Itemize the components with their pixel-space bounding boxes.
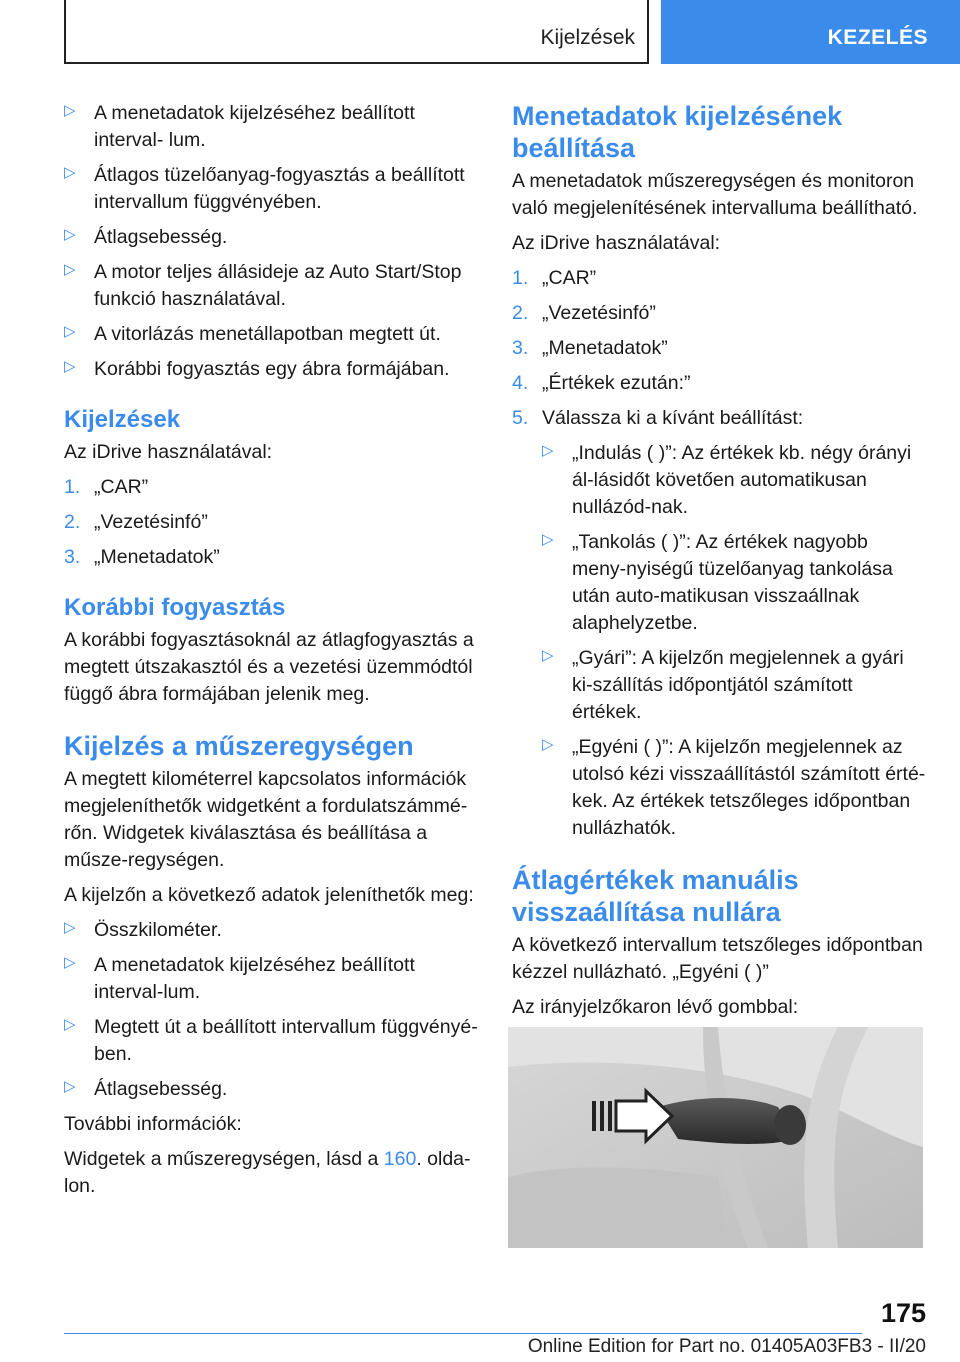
- triangle-bullet-icon: ▷: [542, 736, 554, 753]
- step-number: 1.: [64, 476, 81, 498]
- step-item: [512, 265, 926, 292]
- list-item: [64, 100, 484, 154]
- step-number: 3.: [512, 337, 529, 359]
- list-item-text: Megtett út a beállított intervallum függvényé-ben.: [94, 1016, 478, 1065]
- step-text: Válassza ki a kívánt beállítást:: [542, 407, 804, 429]
- step-number: 5.: [512, 407, 529, 429]
- triangle-bullet-icon: ▷: [64, 226, 76, 243]
- list-item-text: A menetadatok kijelzéséhez beállított interval-lum.: [94, 954, 415, 1003]
- section-heading-atlag: Átlagértékek manuális visszaállítása nullára: [512, 865, 799, 927]
- list-item: [64, 321, 484, 348]
- list-item: [64, 1014, 484, 1068]
- step-number: 3.: [64, 546, 81, 568]
- step-number: 2.: [64, 511, 81, 533]
- list-item-text: „Gyári”: A kijelzőn megjelennek a gyári ki-szállítás időpontjától számított értékek.: [572, 647, 904, 723]
- triangle-bullet-icon: ▷: [542, 442, 554, 459]
- triangle-bullet-icon: ▷: [64, 1016, 76, 1033]
- list-item: [64, 162, 484, 216]
- section-heading-beallitas: Menetadatok kijelzésének beállítása: [512, 101, 843, 163]
- list-item: [64, 259, 484, 313]
- step-text: „Menetadatok”: [94, 546, 220, 568]
- list-item: [542, 645, 926, 726]
- header-chapter-tab: [661, 0, 960, 64]
- list-item-text: „Indulás ( )”: Az értékek kb. négy órányi ál-lásidőt követően automatikusan nullázód-nak.: [572, 442, 912, 518]
- step-text: „Vezetésinfó”: [94, 511, 208, 533]
- left-column: [64, 100, 484, 1208]
- triangle-bullet-icon: ▷: [64, 102, 76, 119]
- cross-reference: [64, 1146, 484, 1200]
- header-section-box: [64, 0, 649, 64]
- list-item: [542, 734, 926, 842]
- bullet-list-top: [64, 100, 484, 383]
- section-heading-korabbi: Korábbi fogyasztás: [64, 594, 286, 621]
- triangle-bullet-icon: ▷: [64, 358, 76, 375]
- list-item: [542, 529, 926, 637]
- triangle-bullet-icon: ▷: [64, 1078, 76, 1095]
- list-item-text: Összkilométer.: [94, 919, 222, 941]
- footer-edition: Online Edition for Part no. 01405A03FB3 - II/20: [527, 1336, 926, 1357]
- section-heading-kijelzesek: Kijelzések: [64, 406, 181, 433]
- list-item-text: Átlagsebesség.: [94, 1078, 228, 1100]
- step-item: [64, 544, 484, 571]
- intro-text: A kijelzőn a következő adatok jeleníthetők meg:: [64, 884, 474, 906]
- step-number: 2.: [512, 302, 529, 324]
- turn-signal-stalk-illustration: [508, 1027, 923, 1248]
- step-text: „CAR”: [542, 267, 597, 289]
- list-item-text: Korábbi fogyasztás egy ábra formájában.: [94, 358, 450, 380]
- body-text: A menetadatok műszeregységen és monitoron való megjelenítésének intervalluma beállítható.: [512, 170, 918, 219]
- step-number: 1.: [512, 267, 529, 289]
- step-item: [512, 405, 926, 432]
- footer-divider: [64, 1333, 862, 1334]
- more-info-label: További információk:: [64, 1113, 242, 1135]
- triangle-bullet-icon: ▷: [542, 647, 554, 664]
- right-column: [512, 100, 926, 1118]
- step-item: [512, 370, 926, 397]
- list-item-text: A motor teljes állásideje az Auto Start/Stop funkció használatával.: [94, 261, 462, 310]
- step-item: [512, 300, 926, 327]
- body-text: A következő intervallum tetszőleges időpontban kézzel nullázható. „Egyéni ( )”: [512, 934, 923, 983]
- step-item: [64, 509, 484, 536]
- triangle-bullet-icon: ▷: [64, 954, 76, 971]
- option-list: [542, 440, 926, 842]
- list-item-text: A menetadatok kijelzéséhez beállított interval- lum.: [94, 102, 415, 151]
- page-reference-link[interactable]: 160: [383, 1148, 417, 1170]
- step-text: „Menetadatok”: [542, 337, 668, 359]
- step-text: „CAR”: [94, 476, 149, 498]
- cross-reference-text: Widgetek a műszeregységen, lásd a: [64, 1148, 384, 1170]
- body-text: A megtett kilométerrel kapcsolatos információk megjeleníthetők widgetként a fordulatszámmé-rőn. Widgetek kiválasztása és beállítása a műsze-regységen.: [64, 768, 468, 871]
- step-number: 4.: [512, 372, 529, 394]
- header-chapter-title: KEZELÉS: [827, 26, 928, 49]
- list-item: [64, 917, 484, 944]
- body-text: A korábbi fogyasztásoknál az átlagfogyasztás a megtett útszakasztól és a vezetési üzemmódtól függő ábra formájában jelenik meg.: [64, 629, 474, 705]
- intro-text: Az irányjelzőkaron lévő gombbal:: [512, 996, 799, 1018]
- step-item: [512, 335, 926, 362]
- list-item: [64, 224, 484, 251]
- step-item: [64, 474, 484, 501]
- triangle-bullet-icon: ▷: [64, 919, 76, 936]
- header-section-title: Kijelzések: [540, 26, 635, 49]
- step-text: „Értékek ezután:”: [542, 372, 691, 394]
- cross-reference-text-end: . olda-lon.: [64, 1148, 471, 1197]
- list-item-text: A vitorlázás menetállapotban megtett út.: [94, 323, 441, 345]
- step-text: „Vezetésinfó”: [542, 302, 656, 324]
- list-item-text: Átlagsebesség.: [94, 226, 228, 248]
- page-number: 175: [880, 1298, 926, 1328]
- section-heading-kijelzes-muszer: Kijelzés a műszeregységen: [64, 731, 414, 761]
- list-item-text: „Tankolás ( )”: Az értékek nagyobb meny-nyiségű tüzelőanyag tankolása után auto-matikusan visszaállnak alaphelyzetbe.: [572, 531, 893, 634]
- triangle-bullet-icon: ▷: [64, 323, 76, 340]
- intro-text: Az iDrive használatával:: [64, 441, 273, 463]
- triangle-bullet-icon: ▷: [64, 164, 76, 181]
- intro-text: Az iDrive használatával:: [512, 232, 721, 254]
- turn-signal-stalk-photo: [508, 1027, 923, 1248]
- triangle-bullet-icon: ▷: [64, 261, 76, 278]
- list-item: [542, 440, 926, 521]
- triangle-bullet-icon: ▷: [542, 531, 554, 548]
- list-item-text: „Egyéni ( )”: A kijelzőn megjelennek az utolsó kézi visszaállítástól számított érté-kek. Az értékek tetszőleges időpontban nullázhatók.: [572, 736, 926, 839]
- list-item-text: Átlagos tüzelőanyag-fogyasztás a beállított intervallum függvényében.: [94, 164, 465, 213]
- list-item: [64, 356, 484, 383]
- list-item: [64, 1076, 484, 1103]
- list-item: [64, 952, 484, 1006]
